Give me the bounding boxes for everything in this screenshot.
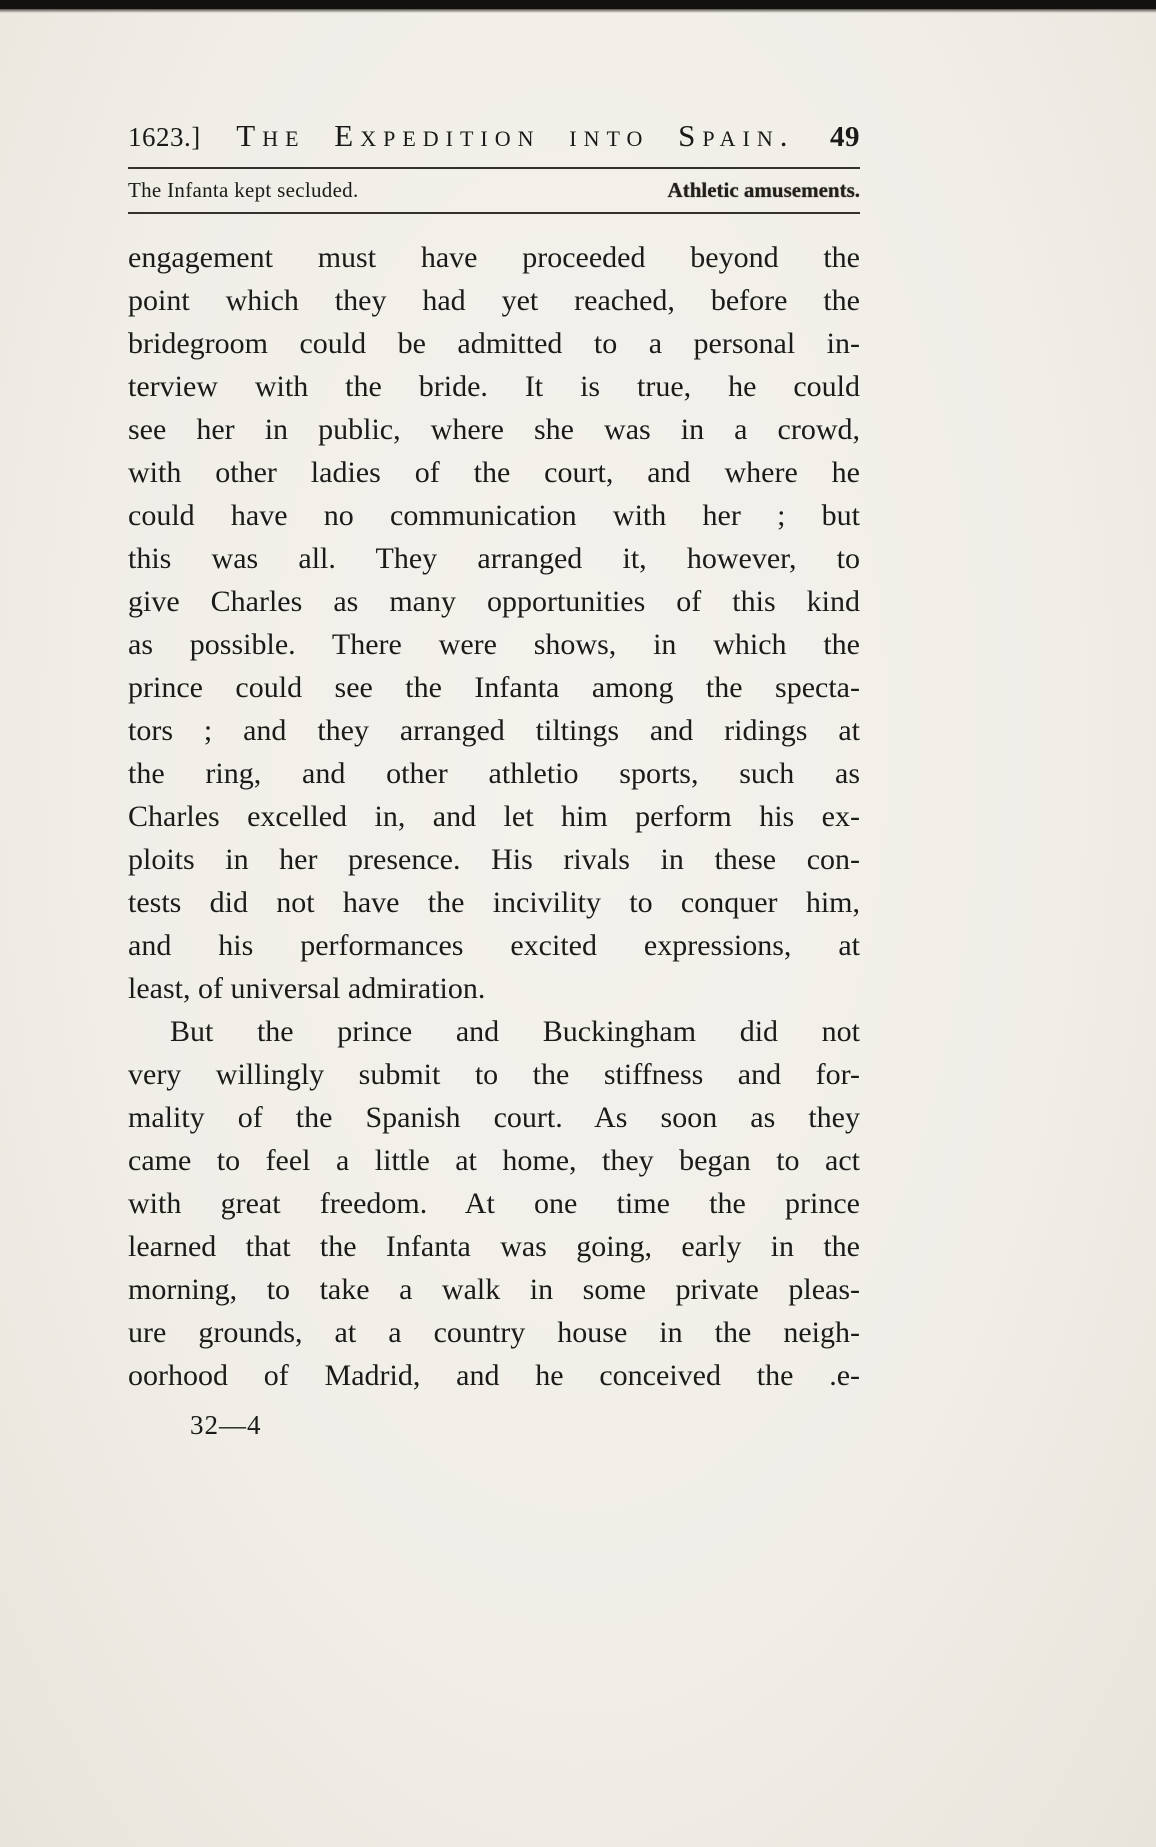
marginal-notes-row [128,178,860,203]
signature-mark: 32—4 [190,1410,262,1440]
text-line: mality of the Spanish court. As soon as they [128,1101,860,1134]
text-line: with other ladies of the court, and where he [128,456,860,489]
text-line: bridegroom could be admitted to a personal in- [128,327,860,360]
text-line: see her in public, where she was in a crowd, [128,413,860,446]
text-line: ploits in her presence. His rivals in these con- [128,843,860,876]
text-line: oorhood of Madrid, and he conceived the .e- [128,1359,860,1392]
text-line: ure grounds, at a country house in the neigh- [128,1316,860,1349]
text-line: this was all. They arranged it, however, to [128,542,860,575]
running-head [128,118,860,154]
text-line: point which they had yet reached, before the [128,284,860,317]
body-text [128,236,860,1397]
text-line: the ring, and other athletio sports, such as [128,757,860,790]
text-line: tors ; and they arranged tiltings and ridings at [128,714,860,747]
page-number: 49 [830,121,860,153]
text-line: with great freedom. At one time the prince [128,1187,860,1220]
text-line-paragraph-start: But the prince and Buckingham did not [170,1015,860,1048]
marginal-note-left: The Infanta kept secluded. [128,178,359,202]
text-line: came to feel a little at home, they began to act [128,1144,860,1177]
header-date: 1623.] [128,122,201,152]
text-line: Charles excelled in, and let him perform his ex- [128,800,860,833]
text-line: tests did not have the incivility to conquer him, [128,886,860,919]
text-line-paragraph-end: least, of universal admiration. [128,972,486,1005]
text-line: could have no communication with her ; but [128,499,860,532]
marginal-note-right: Athletic amusements. [667,178,860,202]
text-line: give Charles as many opportunities of this kind [128,585,860,618]
text-line: terview with the bride. It is true, he could [128,370,860,403]
text-line: very willingly submit to the stiffness and for- [128,1058,860,1091]
subhead-rule [128,212,860,214]
header-rule [128,167,860,169]
header-title: The Expedition into Spain. [236,118,795,153]
text-line: engagement must have proceeded beyond the [128,241,860,274]
text-line: and his performances excited expressions, at [128,929,860,962]
text-line: learned that the Infanta was going, early in the [128,1230,860,1263]
text-line: as possible. There were shows, in which the [128,628,860,661]
text-line: morning, to take a walk in some private pleas- [128,1273,860,1306]
text-line: prince could see the Infanta among the specta- [128,671,860,704]
